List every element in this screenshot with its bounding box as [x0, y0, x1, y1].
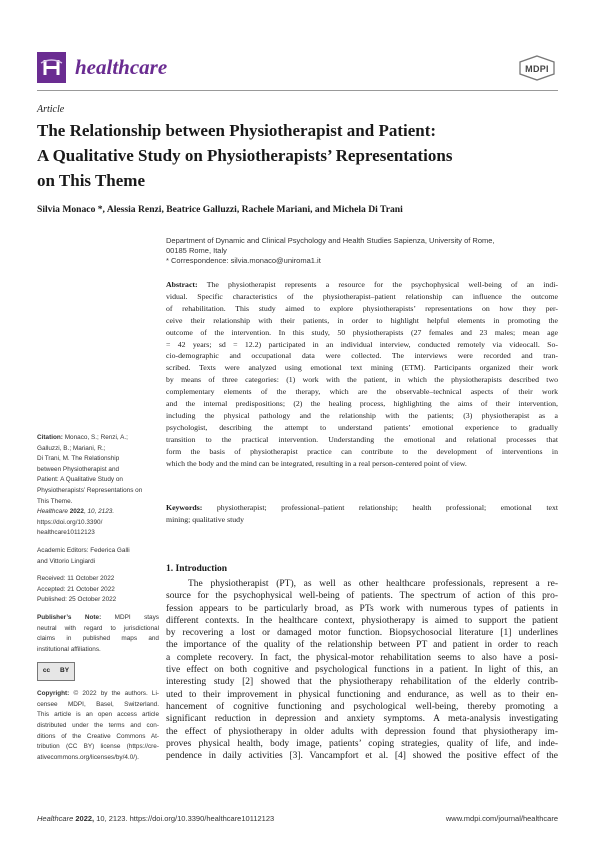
citation-line: Monaco, S.; Renzi, A.; — [64, 434, 128, 441]
dates-block — [37, 574, 159, 606]
citation-label: Citation: — [37, 434, 63, 441]
introduction-body — [166, 578, 558, 762]
cc-by-license-icon[interactable] — [37, 662, 75, 681]
abstract-line: form the basis of physiotherapist practice can contribute to the development of interventions in — [166, 446, 558, 456]
note-line: institutional affiliations. — [37, 645, 101, 653]
intro-line: fession appears to be particularly broad, as PTs work with numerous types of patients in — [166, 603, 558, 614]
section-heading: 1. Introduction — [166, 564, 228, 574]
footer-citation[interactable] — [37, 814, 274, 823]
editors-block — [37, 546, 159, 567]
abstract-line: which the body and the mind can be integrated, resulting in a real person-centered point of view. — [166, 458, 467, 468]
abstract-line: and the internal predispositions; (2) the healing process, highlighting the aims of their intervention, — [166, 399, 558, 409]
intro-line: hancement of cognitive functioning and psychological well-being, thereby promoting a — [166, 701, 558, 712]
citation-line: Di Trani, M. The Relationship — [37, 455, 120, 463]
copyright-line: This article is an open access article — [37, 711, 159, 719]
abstract-block — [166, 279, 558, 470]
citation-journal: Healthcare — [37, 508, 68, 516]
abstract-line: by means of three categories: (1) work with the patient, in which the physiotherapists described two — [166, 375, 558, 385]
editors-line: Academic Editors: Federica Galli — [37, 546, 130, 554]
footer-journal: Healthcare — [37, 814, 74, 823]
abstract-line: complementary elements of the therapy, which are the observable–technical aspects of their work — [166, 387, 558, 397]
citation-doi[interactable]: https://doi.org/10.3390/ — [37, 518, 103, 526]
received-date: Received: 11 October 2022 — [37, 575, 115, 583]
abstract-label: Abstract: — [166, 280, 198, 289]
by-icon: BY — [60, 667, 70, 675]
intro-line: proves physical health, body image, patients’ coping strategies, quality of life, and inde- — [166, 738, 558, 749]
publisher-note — [37, 613, 159, 655]
footer-year: 2022, — [75, 814, 95, 823]
copyright-block — [37, 689, 159, 763]
cc-icon: cc — [42, 667, 51, 675]
intro-line: significant reduction in depression and anxiety symptoms. A meta-analysis investigating — [166, 714, 558, 725]
abstract-line: cio-demographic and occupational data were collected. The interviews were recorded and tran- — [166, 351, 558, 361]
abstract-text: The physiotherapist represents a resource for the psychophysical well-being of an indi- — [206, 280, 558, 289]
keywords-block — [166, 502, 558, 526]
abstract-line: outcome of the intervention. In this study, 50 physiotherapists (27 females and 23 males; mean age — [166, 327, 558, 337]
abstract-line — [166, 279, 558, 291]
abstract-line: including the physical pathology and the relationship with the patients; (3) physiotherapist as a — [166, 410, 558, 420]
keywords-text: physiotherapist; professional–patient relationship; health professional; emotional text — [216, 503, 559, 512]
publisher-name: MDPI — [525, 64, 549, 74]
intro-line: the importance of the quality of the relationship between PT and patient in order to reach — [166, 640, 558, 651]
published-date: Published: 25 October 2022 — [37, 596, 117, 604]
footer-journal-url[interactable]: www.mdpi.com/journal/healthcare — [445, 814, 558, 823]
copyright-line: distributed under the terms and con- — [37, 722, 159, 730]
intro-line: interesting study [2] showed that the physiotherapy rehabilitation of the elderly contrib- — [166, 677, 558, 688]
affiliation-line: Department of Dynamic and Clinical Psychology and Health Studies Sapienza, University of Rome, — [166, 236, 495, 245]
citation-line: Galluzzi, B.; Mariani, R.; — [37, 444, 106, 452]
editors-line: and Vittorio Lingiardi — [37, 557, 96, 565]
note-line: claims in published maps and — [37, 635, 159, 643]
note-label: Publisher’s Note: — [37, 613, 102, 621]
footer-doi[interactable]: 10, 2123. https://doi.org/10.3390/healthcare10112123 — [96, 814, 275, 823]
sidebar — [37, 433, 159, 770]
copyright-line: censee MDPI, Basel, Switzerland. — [37, 700, 159, 708]
intro-line: different contexts. In the healthcare context, physiotherapy is aimed to support the patient — [166, 615, 558, 626]
copyright-line[interactable]: ativecommons.org/licenses/by/4.0/). — [37, 753, 139, 761]
note-line: neutral with regard to jurisdictional — [37, 624, 159, 632]
note-line: MDPI stays — [114, 613, 159, 621]
abstract-line: vidual. Specific characteristics of the physiotherapist–patient relationship can influence the outcome — [166, 291, 558, 301]
affiliation-line: 00185 Rome, Italy — [166, 246, 227, 255]
article-type: Article — [37, 104, 65, 115]
abstract-line: transition to the practical intervention. Understanding the emotional and relational processes that — [166, 434, 558, 444]
intro-line: tive effect on both cognitive and psychological functions in a patient. In light of this, an — [166, 665, 558, 676]
abstract-line: scribed. Texts were analyzed using emotional text mining (ETM). Participants organized their work — [166, 363, 558, 373]
citation-block: Citation: Monaco, S.; Renzi, A.; Galluzzi, B.; Mariani, R.; Di Trani, M. The Relationship between Physiotherapist and Patient: A Qualitative Study on Physiotherapists’ Representations on This Theme. Healthcare 2022, 10, 2123. https://doi.org/10.3390/ healthcare10112123 — [37, 433, 159, 539]
title-line: The Relationship between Physiotherapist and Patient: — [37, 121, 437, 140]
intro-line: source for the psychophysical well-being of patients. The spectrum of action of this pro- — [166, 591, 558, 602]
journal-name[interactable]: healthcare — [75, 55, 168, 79]
intro-line: by recovering a lost or damaged motor function. Biopsychosocial literature [1] underlines — [166, 628, 558, 639]
citation-line: This Theme. — [37, 497, 73, 505]
author-list[interactable]: Silvia Monaco *, Alessia Renzi, Beatrice Galluzzi, Rachele Mariani, and Michela Di Trani — [37, 204, 403, 215]
citation-volume: 10, 2123. — [87, 508, 115, 516]
copyright-line: ditions of the Creative Commons At- — [37, 732, 159, 740]
citation-year: 2022 — [69, 508, 84, 516]
citation-line: between Physiotherapist and — [37, 465, 120, 473]
affiliation-block — [166, 236, 561, 266]
abstract-line: of rehabilitation. This study aimed to explore physiotherapists’ representations on how they per- — [166, 303, 558, 313]
correspondence-email[interactable]: * Correspondence: silvia.monaco@uniroma1.it — [166, 256, 321, 265]
accepted-date: Accepted: 21 October 2022 — [37, 585, 115, 593]
article-title — [37, 118, 557, 193]
copyright-line: © 2022 by the authors. Li- — [73, 690, 159, 698]
mdpi-logo-icon[interactable] — [517, 55, 557, 81]
abstract-line: psychologist, describing the attempt to understand patients’ emotional experience to gradually — [166, 422, 558, 432]
intro-line: pendence in daily activities [3]. Vancampfort et al. [4] showed the positive effect of the — [166, 751, 558, 762]
intro-line: The physiotherapist (PT), as well as other healthcare professionals, represent a re- — [188, 579, 558, 589]
citation-line: Physiotherapists’ Representations on — [37, 486, 143, 494]
abstract-line: = 42 years; sd = 12.2) participated in an individual interview, conducted remotely via videocall. So- — [166, 339, 558, 349]
copyright-line[interactable]: tribution (CC BY) license (https://cre- — [37, 743, 159, 751]
copyright-label: Copyright: — [37, 690, 70, 698]
header-divider — [37, 90, 558, 91]
intro-line: the effect of physiotherapy in older adults with depression found that physiotherapy im- — [166, 726, 558, 737]
intro-line: a complete recovery. In fact, the physical-motor rehabilitation seems to also have a posi- — [166, 652, 558, 663]
intro-line: uted to their improvement in physical functioning and endurance, as well as to their en- — [166, 689, 558, 700]
keywords-label: Keywords: — [166, 503, 203, 512]
keywords-line: mining; qualitative study — [166, 515, 244, 524]
journal-logo-icon — [37, 52, 66, 83]
title-line: on This Theme — [37, 171, 146, 190]
keywords-line — [166, 502, 558, 514]
citation-doi[interactable]: healthcare10112123 — [37, 529, 95, 537]
abstract-line: ceive their relationship with their patients, in order to highlight helpful elements in promoting the — [166, 315, 558, 325]
title-line: A Qualitative Study on Physiotherapists’ Representations — [37, 146, 453, 165]
citation-line: Patient: A Qualitative Study on — [37, 476, 123, 484]
